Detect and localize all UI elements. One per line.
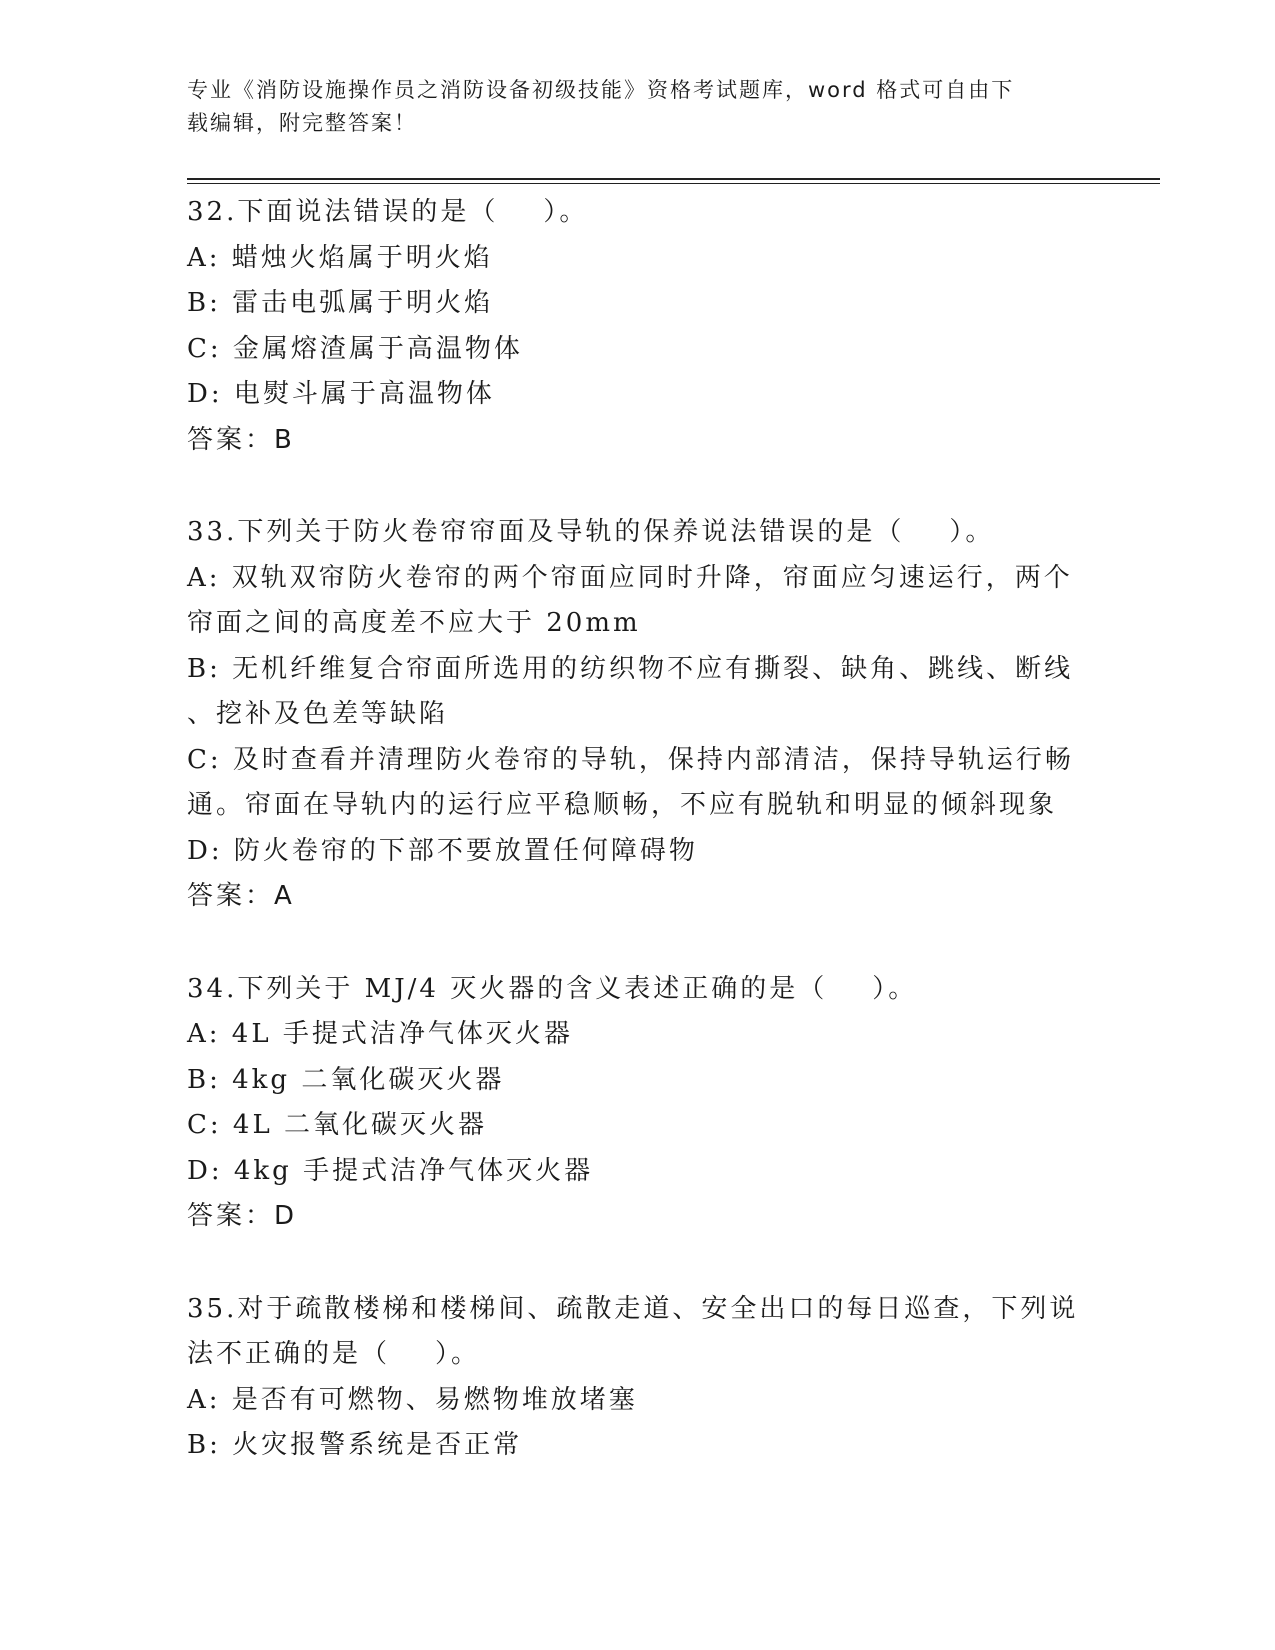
answer-option: A: 双轨双帘防火卷帘的两个帘面应同时升降，帘面应匀速运行，两个	[187, 562, 1073, 593]
answer-option: A: 蜡烛火焰属于明火焰	[187, 242, 493, 273]
question-stem: 法不正确的是（ ）。	[187, 1339, 481, 1369]
answer-key: 答案：B	[187, 424, 295, 455]
question-block	[187, 1287, 1087, 1469]
question-stem: 35.对于疏散楼梯和楼梯间、疏散走道、安全出口的每日巡查，下列说	[187, 1293, 1079, 1324]
answer-option: D: 4kg 手提式洁净气体灭火器	[187, 1155, 594, 1186]
answer-option: B: 无机纤维复合帘面所选用的纺织物不应有撕裂、缺角、跳线、断线	[187, 653, 1074, 684]
header-line: 载编辑，附完整答案！	[187, 111, 417, 135]
answer-option: 帘面之间的高度差不应大于 20mm	[187, 608, 641, 638]
question-block	[187, 190, 1087, 463]
answer-option: 、挖补及色差等缺陷	[187, 699, 449, 729]
answer-option: D: 电熨斗属于高温物体	[187, 379, 495, 409]
header-line: 专业《消防设施操作员之消防设备初级技能》资格考试题库，word 格式可自由下	[187, 78, 1015, 102]
answer-option: 通。帘面在导轨内的运行应平稳顺畅，不应有脱轨和明显的倾斜现象	[187, 790, 1058, 820]
answer-option: C: 金属熔渣属于高温物体	[187, 333, 523, 364]
question-stem: 33.下列关于防火卷帘帘面及导轨的保养说法错误的是（ ）。	[187, 517, 995, 547]
question-block	[187, 967, 1087, 1240]
answer-option: B: 4kg 二氧化碳灭火器	[187, 1064, 505, 1095]
document-header	[187, 74, 1067, 140]
answer-option: C: 4L 二氧化碳灭火器	[187, 1110, 487, 1140]
question-block	[187, 510, 1087, 920]
question-stem: 34.下列关于 MJ/4 灭火器的含义表述正确的是（ ）。	[187, 973, 918, 1004]
answer-key: 答案：D	[187, 1201, 298, 1231]
header-divider	[187, 178, 1160, 180]
answer-option: C: 及时查看并清理防火卷帘的导轨，保持内部清洁，保持导轨运行畅	[187, 744, 1074, 775]
answer-option: D: 防火卷帘的下部不要放置任何障碍物	[187, 835, 698, 866]
answer-option: B: 火灾报警系统是否正常	[187, 1430, 523, 1460]
answer-option: A: 是否有可燃物、易燃物堆放堵塞	[187, 1384, 638, 1415]
header-divider	[187, 183, 1160, 184]
question-stem: 32.下面说法错误的是（ ）。	[187, 197, 589, 227]
answer-option: B: 雷击电弧属于明火焰	[187, 288, 494, 318]
answer-option: A: 4L 手提式洁净气体灭火器	[187, 1019, 573, 1049]
answer-key: 答案：A	[187, 881, 295, 911]
question-list	[187, 190, 1087, 1469]
